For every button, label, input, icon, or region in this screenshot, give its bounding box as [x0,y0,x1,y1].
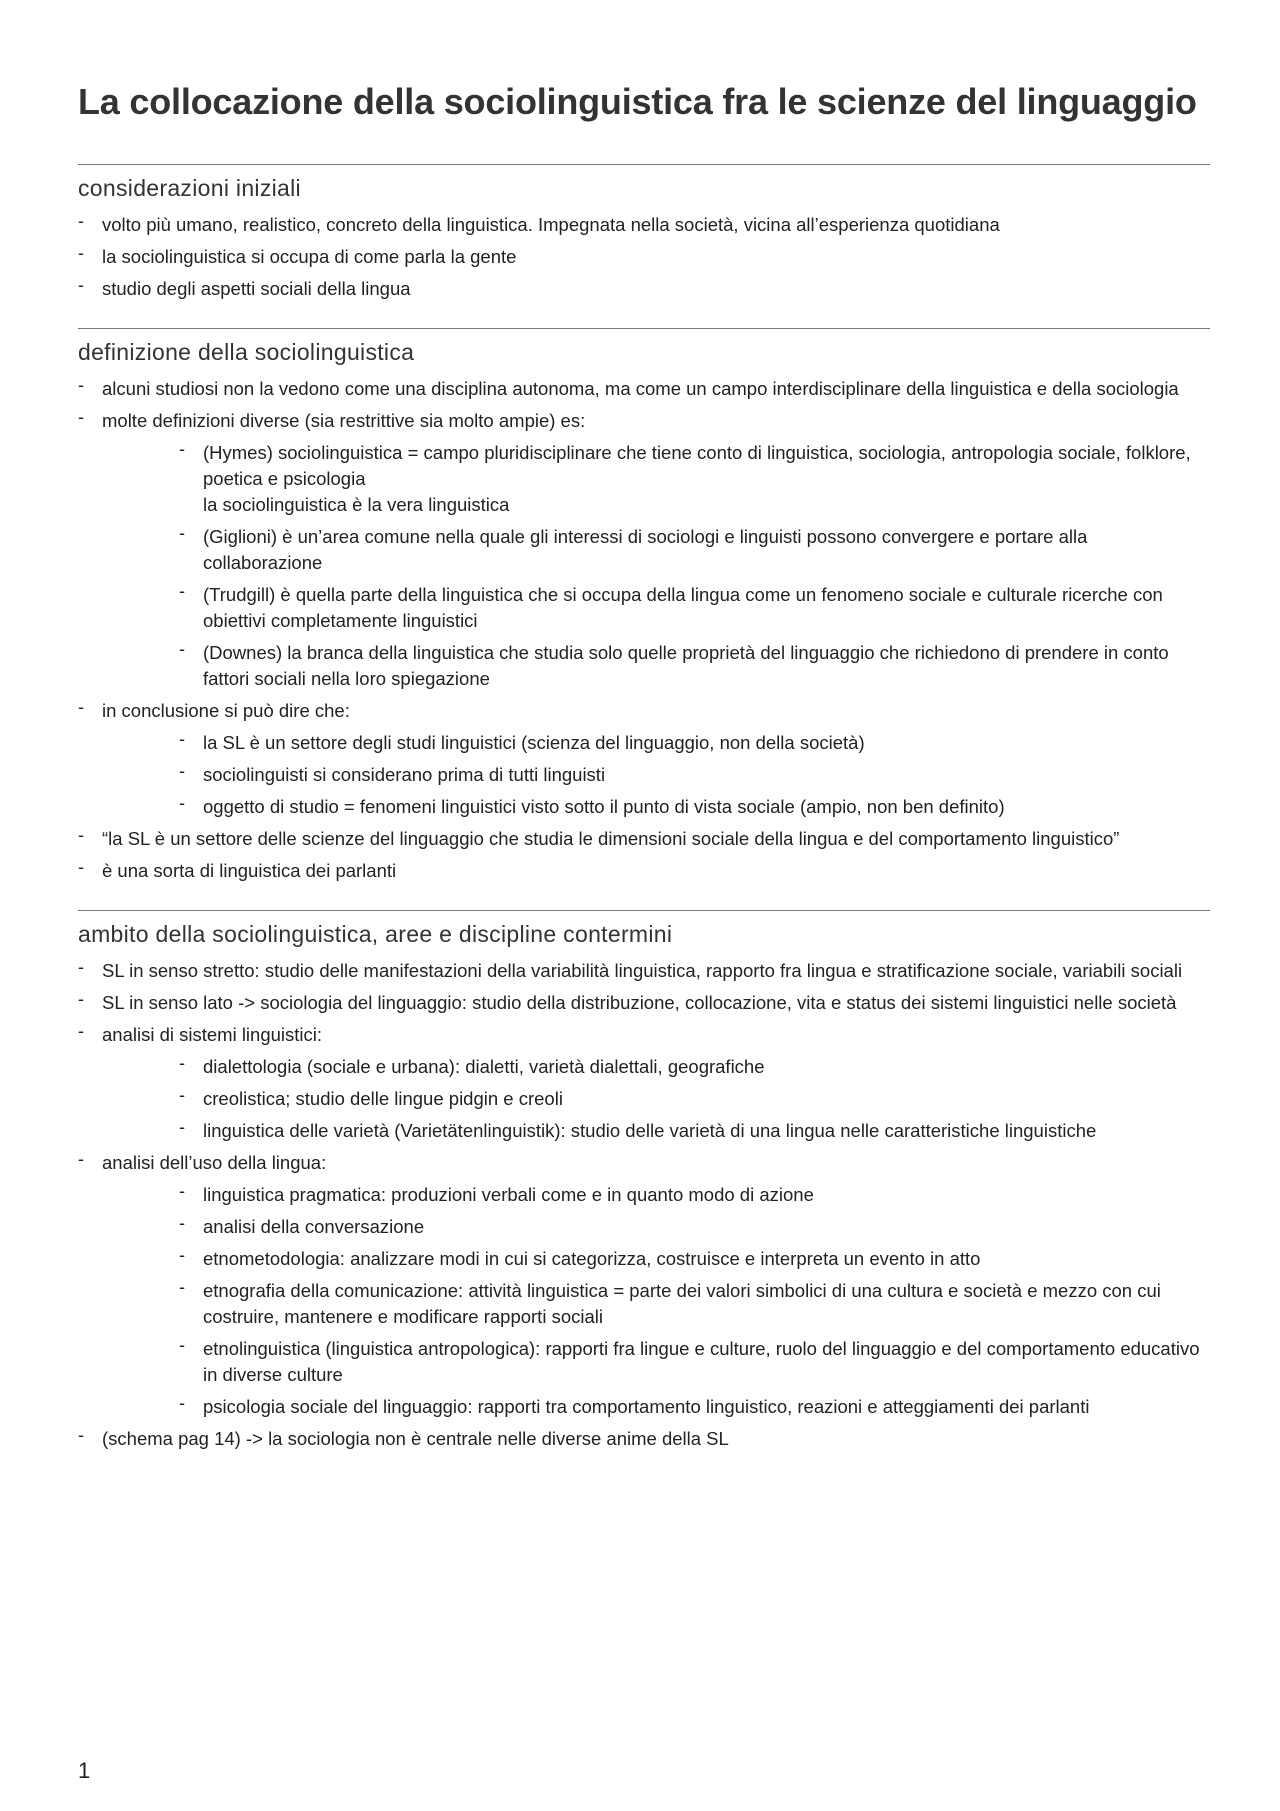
section [78,910,1210,1452]
sub-list-item-extra-line: la sociolinguistica è la vera linguistica [203,494,510,515]
list-item [78,1150,1210,1420]
sub-list-item-text: - linguistica delle varietà (Varietätenlinguistik): studio delle varietà di una lingua nelle caratteristiche linguistiche [203,1120,1097,1141]
section-heading: considerazioni iniziali [78,175,301,201]
list-item-text: - SL in senso lato -> sociologia del linguaggio: studio della distribuzione, collocazione, vita e status dei sistemi linguistici nelle società [102,992,1177,1013]
list-item-text: - in conclusione si può dire che: [102,700,350,721]
list-item-text: - (schema pag 14) -> la sociologia non è centrale nelle diverse anime della SL [102,1428,729,1449]
sub-list-item-text: - psicologia sociale del linguaggio: rapporti tra comportamento linguistico, reazioni e atteggiamenti dei parlanti [203,1396,1090,1417]
sub-list-item-text: - (Giglioni) è un’area comune nella quale gli interessi di sociologi e linguisti possono convergere e portare alla collaborazione [203,526,1088,573]
section [78,328,1210,884]
list-item-text: - studio degli aspetti sociali della lingua [102,278,411,299]
list-item [78,376,1210,402]
list-item [78,1426,1210,1452]
list-item-text: - molte definizioni diverse (sia restrittive sia molto ampie) es: [102,410,586,431]
sub-list-item [102,524,1210,576]
list-item-text: - è una sorta di linguistica dei parlanti [102,860,397,881]
sub-list-item-text: - etnolinguistica (linguistica antropologica): rapporti fra lingue e culture, ruolo del linguaggio e del comportamento educativo in diverse culture [203,1338,1200,1385]
sub-list-item [102,1054,1210,1080]
list-item-text: - “la SL è un settore delle scienze del linguaggio che studia le dimensioni sociale della lingua e del comportamento linguistico” [102,828,1120,849]
bullet-list [78,212,1210,302]
bullet-list [78,958,1210,1452]
sub-bullet-list [102,730,1210,820]
sub-list-item [102,1394,1210,1420]
list-item [78,958,1210,984]
list-item-text: - la sociolinguistica si occupa di come parla la gente [102,246,517,267]
sub-list-item [102,794,1210,820]
list-item [78,408,1210,692]
sub-list-item-text: - oggetto di studio = fenomeni linguistici visto sotto il punto di vista sociale (ampio, non ben definito) [203,796,1005,817]
section [78,164,1210,302]
list-item-text: - analisi dell’uso della lingua: [102,1152,327,1173]
list-item-text: - analisi di sistemi linguistici: [102,1024,323,1045]
sub-list-item-text: - creolistica; studio delle lingue pidgin e creoli [203,1088,563,1109]
sub-list-item [102,1336,1210,1388]
sub-list-item [102,1214,1210,1240]
sub-list-item-text: - dialettologia (sociale e urbana): dialetti, varietà dialettali, geografiche [203,1056,765,1077]
list-item [78,698,1210,820]
sub-list-item-text: - etnometodologia: analizzare modi in cui si categorizza, costruisce e interpreta un evento in atto [203,1248,981,1269]
section-heading: definizione della sociolinguistica [78,339,415,365]
bullet-list [78,376,1210,884]
sub-list-item-text: - sociolinguisti si considerano prima di tutti linguisti [203,764,606,785]
sub-bullet-list [102,1182,1210,1420]
sub-list-item-text: - analisi della conversazione [203,1216,425,1237]
sub-list-item-text: - linguistica pragmatica: produzioni verbali come e in quanto modo di azione [203,1184,814,1205]
sub-list-item [102,1246,1210,1272]
list-item [78,990,1210,1016]
sub-list-item [102,640,1210,692]
list-item [78,212,1210,238]
sub-list-item [102,582,1210,634]
sections-container [78,164,1210,1452]
sub-list-item [102,1086,1210,1112]
sub-list-item-text: - (Hymes) sociolinguistica = campo pluridisciplinare che tiene conto di linguistica, sociologia, antropologia sociale, folklore, poetica e psicologia [203,442,1191,489]
list-item-text: - alcuni studiosi non la vedono come una disciplina autonoma, ma come un campo interdisciplinare della linguistica e della sociologia [102,378,1179,399]
page-title: La collocazione della sociolinguistica fra le scienze del linguaggio [78,81,1197,122]
section-heading: ambito della sociolinguistica, aree e discipline contermini [78,921,673,947]
list-item [78,826,1210,852]
page-number: 1 [78,1758,91,1783]
sub-list-item [102,1182,1210,1208]
sub-list-item-text: - etnografia della comunicazione: attività linguistica = parte dei valori simbolici di una cultura e società e mezzo con cui costruire, mantenere e modificare rapporti sociali [203,1280,1161,1327]
sub-list-item [102,1118,1210,1144]
sub-list-item [102,762,1210,788]
list-item [78,1022,1210,1144]
sub-list-item [102,1278,1210,1330]
sub-list-item-text: - la SL è un settore degli studi linguistici (scienza del linguaggio, non della società) [203,732,865,753]
list-item-text: - volto più umano, realistico, concreto della linguistica. Impegnata nella società, vicina all’esperienza quotidiana [102,214,1000,235]
sub-list-item [102,730,1210,756]
sub-list-item-text: - (Trudgill) è quella parte della linguistica che si occupa della lingua come un fenomeno sociale e culturale ricerche con obiettivi completamente linguistici [203,584,1163,631]
sub-list-item [102,440,1210,518]
sub-bullet-list [102,440,1210,692]
list-item [78,858,1210,884]
sub-bullet-list [102,1054,1210,1144]
list-item [78,244,1210,270]
list-item-text: - SL in senso stretto: studio delle manifestazioni della variabilità linguistica, rapporto fra lingua e stratificazione sociale, variabili sociali [102,960,1183,981]
sub-list-item-text: - (Downes) la branca della linguistica che studia solo quelle proprietà del linguaggio che richiedono di prendere in conto fattori sociali nella loro spiegazione [203,642,1169,689]
document-page [78,78,1210,1458]
list-item [78,276,1210,302]
